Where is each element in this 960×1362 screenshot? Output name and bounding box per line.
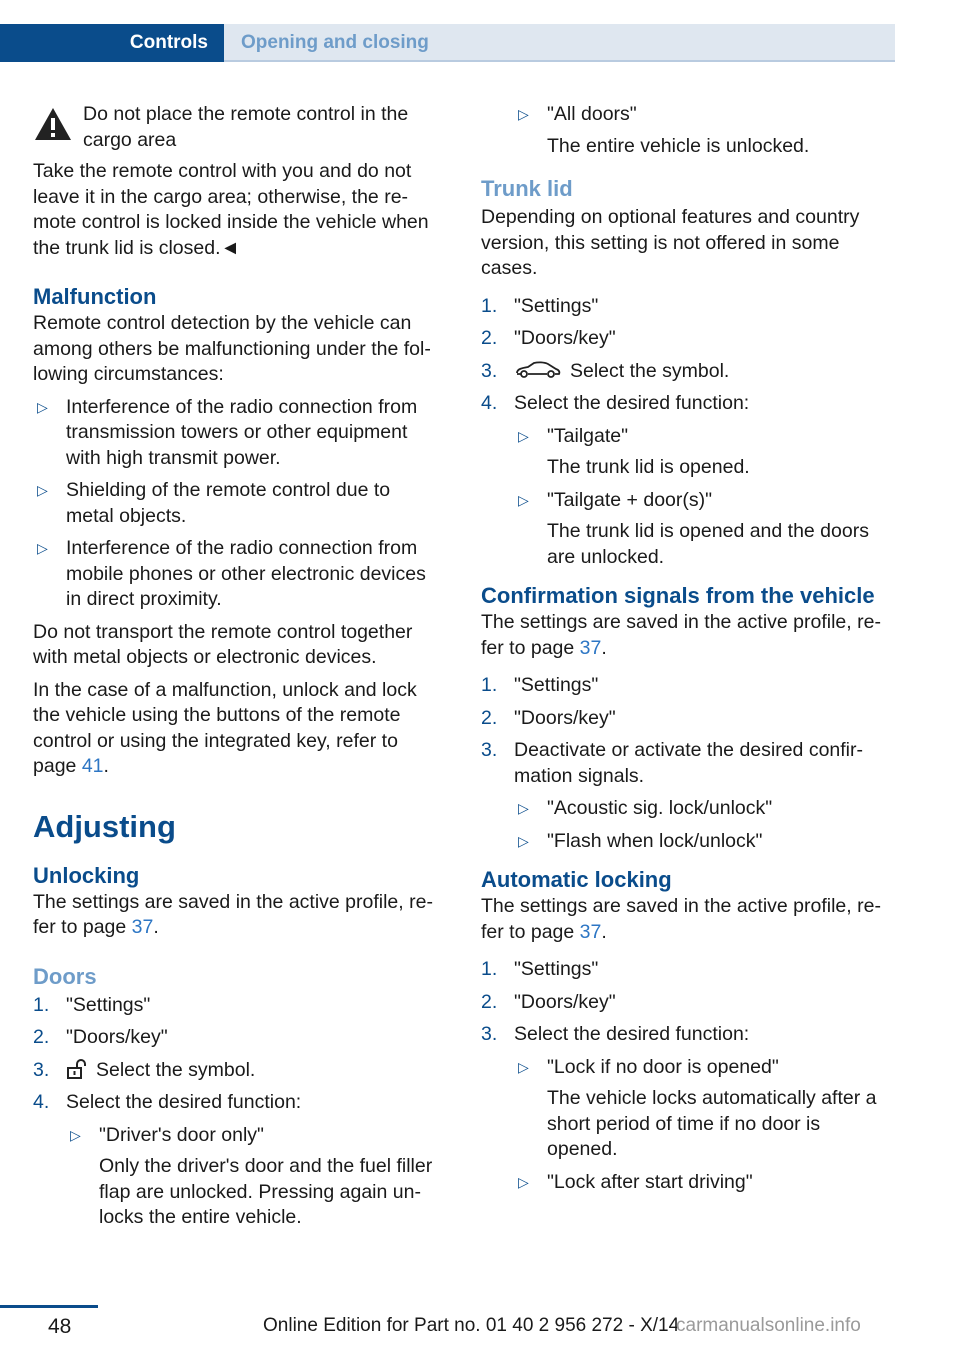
automatic-locking-heading: Automatic locking [481,867,672,892]
warning-title: Do not place the remote control in the cargo area [83,103,409,151]
list-item: ▷ Interference of the radio connection from transmission towers or other equipment with high transmit power. [37,395,418,469]
trunk-intro: Depending on optional features and country version, this setting is not offered in some cases. [481,206,860,279]
list-item: 4. Select the desired function: ▷ "Driver's door only" Only the driver's door and the fuel filler flap are unlocked. Pressing again un-locks the entire vehicle. [33,1090,443,1231]
list-item: 1. "Settings" [481,674,599,696]
doors-heading: Doors [33,963,97,989]
right-column [481,102,891,1202]
triangle-bullet-icon: ▷ [518,1058,529,1075]
page-link-37[interactable]: 37 [579,636,602,659]
trunk-heading: Trunk lid [481,176,573,201]
doors-steps [33,993,443,1231]
list-item: 3. Deactivate or activate the desired confir-mation signals. ▷ "Acoustic sig. lock/unlock" ▷ "Flash when lock/unlock" [481,738,891,854]
malfunction-intro: Remote control detection by the vehicle can among others be malfunctioning under the fol-lowing circumstances: [33,312,431,385]
triangle-bullet-icon: ▷ [518,427,529,444]
confirmation-steps [481,673,891,854]
triangle-bullet-icon: ▷ [518,106,529,122]
list-item: ▷ "Lock after start driving" [514,1170,891,1196]
unlocking-text: The settings are saved in the active profile, re-fer to page 37. [33,890,433,938]
page-footer [0,1305,960,1362]
car-outline-icon [514,360,562,380]
triangle-bullet-icon: ▷ [518,832,529,849]
left-column [33,102,443,1238]
unlocking-heading: Unlocking [33,862,140,888]
confirmation-heading: Confirmation signals from the vehicle [481,583,875,608]
watermark: carmanualsonline.info [676,1315,861,1336]
list-item: ▷ "Flash when lock/unlock" [514,829,891,855]
warning-block [33,102,443,153]
list-item: ▷ "Tailgate + door(s)" The trunk lid is opened and the doors are unlocked. [518,488,869,568]
malfunction-case: In the case of a malfunction, unlock and lock the vehicle using the buttons of the remote control or using the integrated key, refer to page 41. [33,678,417,777]
malfunction-heading: Malfunction [33,284,157,309]
page-link-37[interactable]: 37 [579,920,602,943]
list-item: 2. "Doors/key" [481,990,616,1013]
list-item: ▷ Shielding of the remote control due to metal objects. [37,479,391,527]
tab-opening-and-closing: Opening and closing [224,24,895,62]
triangle-bullet-icon: ▷ [37,398,48,415]
warning-triangle-icon [33,106,73,142]
list-item: 1. "Settings" [481,958,599,980]
triangle-bullet-icon: ▷ [70,1126,81,1143]
list-item: 2. "Doors/key" [33,1026,168,1048]
warning-body: Take the remote control with you and do not leave it in the cargo area; otherwise, the re-mote control is locked inside the vehicle when the trunk lid is closed.◄ [33,160,429,259]
tab-controls: Controls [0,24,224,62]
list-item: 3. Select the symbol. [33,1058,256,1081]
list-item: ▷ "Lock if no door is opened" The vehicle locks automatically after a short period of time if no door is opened. [518,1055,877,1160]
list-item: 2. "Doors/key" [481,706,616,729]
triangle-bullet-icon: ▷ [37,540,48,556]
list-item: ▷ "All doors" The entire vehicle is unlocked. [518,103,810,157]
list-item: ▷ "Acoustic sig. lock/unlock" [514,796,891,822]
list-item: 1. "Settings" [33,993,151,1016]
header-rule [224,60,895,62]
page-number-rule [0,1305,98,1308]
triangle-bullet-icon: ▷ [518,800,529,816]
triangle-bullet-icon: ▷ [518,491,529,508]
adjusting-heading: Adjusting [33,808,176,844]
triangle-bullet-icon: ▷ [37,482,48,498]
edition-text: Online Edition for Part no. 01 40 2 956 272 - X/14 [263,1315,680,1336]
page-number: 48 [48,1315,72,1338]
unlock-padlock-icon [66,1059,88,1079]
page-header [0,24,895,62]
automatic-locking-text: The settings are saved in the active profile, re-fer to page 37. [481,895,881,943]
list-item: ▷ "Tailgate" The trunk lid is opened. [518,424,750,478]
automatic-locking-steps [481,957,891,1195]
list-item: 1. "Settings" [481,294,599,317]
page-link-37[interactable]: 37 [131,916,154,938]
all-doors-item [514,102,891,159]
malfunction-list [33,395,443,613]
list-item: 4. Select the desired function: ▷ "Tailgate" The trunk lid is opened. ▷ "Tailgate + door(s)" The trunk lid is opened and the doors are unlocked. [481,391,891,570]
list-item: 3. Select the desired function: ▷ "Lock if no door is opened" The vehicle locks automatically after a short period of time if no door is opened. ▷ "Lock after start driving" [481,1022,891,1195]
list-item: 3. Select the symbol. [481,359,730,382]
list-item: ▷ Interference of the radio connection from mobile phones or other electronic devices in direct proximity. [37,537,426,610]
trunk-sub-list [514,424,891,571]
confirmation-text: The settings are saved in the active profile, re-fer to page 37. [481,611,881,659]
doors-sub-list [66,1123,443,1231]
automatic-locking-sub-list [514,1055,891,1196]
trunk-steps [481,294,891,571]
confirmation-sub-list [514,796,891,854]
list-item: 2. "Doors/key" [481,327,616,349]
list-item: ▷ "Driver's door only" Only the driver's door and the fuel filler flap are unlocked. Pressing again un-locks the entire vehicle. [70,1123,433,1228]
transport-note: Do not transport the remote control together with metal objects or electronic devices. [33,620,413,668]
page-link-41[interactable]: 41 [81,755,104,777]
triangle-bullet-icon: ▷ [518,1173,529,1190]
